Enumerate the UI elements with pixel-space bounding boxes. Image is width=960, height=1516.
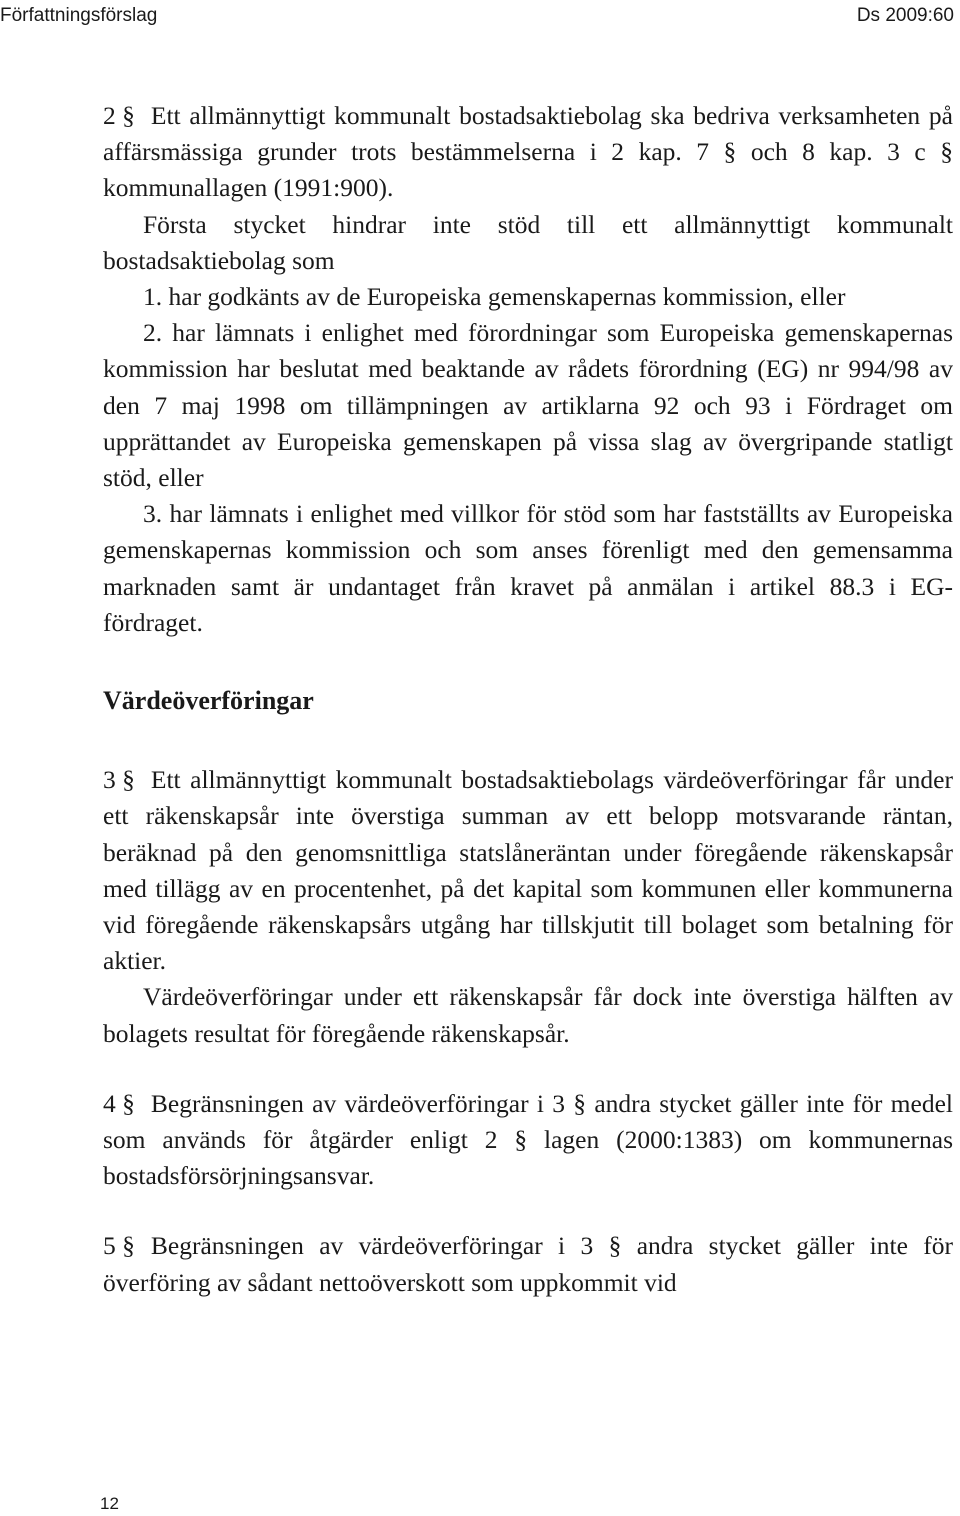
section-3-paragraph (103, 762, 953, 979)
page-number: 12 (100, 1494, 119, 1513)
header-document-id: Ds 2009:60 (856, 5, 954, 26)
section-5-text: Begränsningen av värdeöverföringar i 3 § andra stycket gäller inte för överföring av sådant nettoöverskott som uppkommit vid (103, 1231, 953, 1297)
header-title: Författningsförslag (0, 5, 158, 26)
section-heading: Värdeöverföringar (103, 686, 314, 716)
section-4-marker: 4 § (103, 1088, 135, 1118)
document-body (103, 98, 953, 1301)
section-5-marker: 5 § (103, 1231, 135, 1261)
section-2-marker: 2 § (103, 101, 135, 130)
section-3-text: Ett allmännyttigt kommunalt bostadsaktiebolags värdeöverföringar får under ett räkenskapsår inte överstiga summan av ett belopp motsvarande räntan, beräknad på den genomsnittliga statslåneräntan under föregående räkenskapsår med tillägg av en procentenhet, på det kapital som kommunen eller kommunerna vid föregående räkenskapsårs utgång har tillskjutit till bolaget som betalning för aktier. (103, 765, 953, 976)
section-2-item-3: 3. har lämnats i enlighet med villkor för stöd som har fastställts av Europeiska gemenskapernas kommission och som anses förenligt med den gemensamma marknaden samt är undantaget från kravet på anmälan i artikel 88.3 i EG-fördraget. (103, 499, 953, 637)
section-2-paragraph (103, 98, 953, 207)
section-2-item-2: 2. har lämnats i enlighet med förordningar som Europeiska gemenskapernas kommission har beslutat med beaktande av rådets förordning (EG) nr 994/98 av den 7 maj 1998 om tillämpningen av artiklarna 92 och 93 i Fördraget om upprättandet av Europeiska gemenskapen på vissa slag av övergripande statligt stöd, eller (103, 318, 953, 493)
section-3-second-paragraph: Värdeöverföringar under ett räkenskapsår får dock inte överstiga hälften av bolagets resultat för föregående räkenskapsår. (103, 982, 953, 1048)
section-2-second-paragraph: Första stycket hindrar inte stöd till ett allmännyttigt kommunalt bostadsaktiebolag som (103, 209, 953, 275)
running-header (0, 4, 960, 28)
section-2-text: Ett allmännyttigt kommunalt bostadsaktiebolag ska bedriva verksamheten på affärsmässiga grunder trots bestämmelserna i 2 kap. 7 § och 8 kap. 3 c § kommunallagen (1991:900). (103, 101, 953, 203)
section-3-marker: 3 § (103, 765, 135, 795)
section-2-item-1: 1. har godkänts av de Europeiska gemenskapernas kommission, eller (143, 282, 846, 312)
section-4-paragraph (103, 1086, 953, 1195)
section-4-text: Begränsningen av värdeöverföringar i 3 § andra stycket gäller inte för medel som används för åtgärder enligt 2 § lagen (2000:1383) om kommunernas bostadsförsörjningsansvar. (103, 1088, 953, 1191)
section-5-paragraph (103, 1228, 953, 1300)
